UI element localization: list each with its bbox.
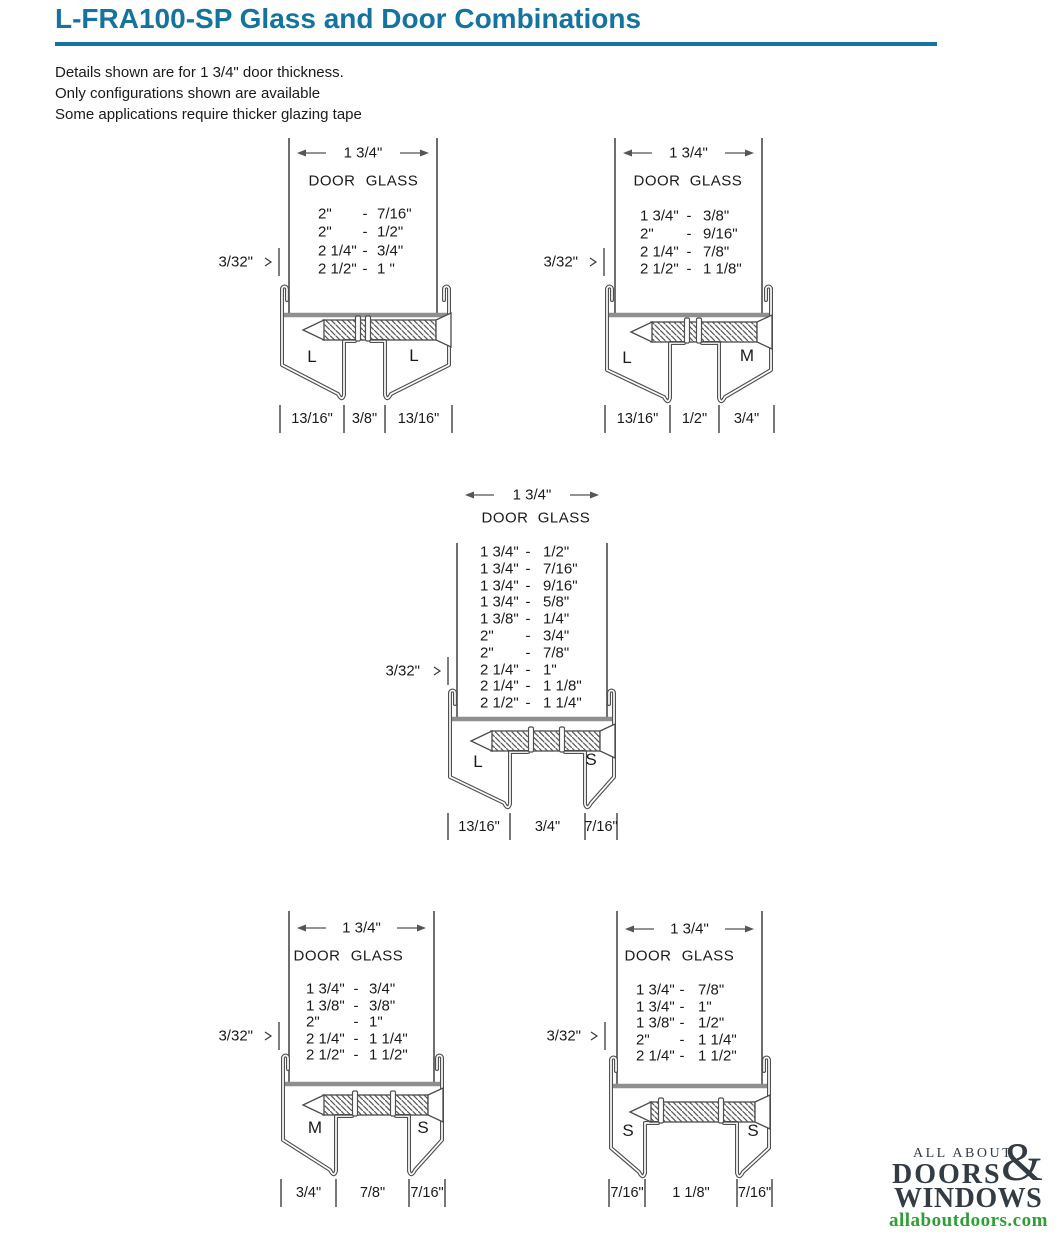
diagram-4-row-1-door: 1 3/4" [306, 980, 345, 998]
diagram-1-row-4-door: 2 1/2" [318, 260, 357, 278]
diagram-2-row-4-door: 2 1/2" [640, 260, 679, 278]
diagram-1-row-3-door: 2 1/4" [318, 242, 357, 260]
diagram-2-bottom-measure-2: 1/2" [681, 411, 708, 427]
diagram-2-bottom-measure-3: 3/4" [733, 411, 760, 427]
diagram-2-gap-pointer-icon [590, 258, 596, 266]
page-title: L-FRA100-SP Glass and Door Combinations [55, 3, 642, 34]
diagram-5-bottom-measure-1: 7/16" [610, 1185, 644, 1201]
intro-line-2: Only configurations shown are available [55, 85, 321, 102]
diagram-3-row-6-separator: - [525, 627, 531, 645]
diagram-2-row-2-door: 2" [640, 225, 654, 243]
diagram-3-gap-pointer-icon [434, 667, 440, 675]
diagram-3-row-7-door: 2" [480, 644, 494, 662]
diagram-2-door-column-header: DOOR [633, 172, 681, 190]
diagram-2-right-leg-letter: M [739, 346, 755, 365]
diagram-2-row-3-door: 2 1/4" [640, 243, 679, 261]
diagram-3-row-4-separator: - [525, 593, 531, 611]
diagram-3-row-1-door: 1 3/4" [480, 543, 519, 561]
diagram-3-door-column-header: DOOR [481, 509, 529, 527]
diagram-4-boss-1 [353, 1091, 358, 1116]
diagram-1-dim-arrow-left [297, 150, 306, 157]
diagram-4-row-3-separator: - [353, 1013, 359, 1031]
diagram-4-bottom-measure-2: 7/8" [359, 1185, 386, 1201]
diagram-1-left-piece-inner [282, 287, 355, 399]
diagram-3-dim-arrow-right [590, 492, 599, 499]
diagram-3-row-9-door: 2 1/4" [480, 677, 519, 695]
diagram-2-door-width-label: 1 3/4" [669, 144, 708, 162]
diagram-3-row-7-separator: - [525, 644, 531, 662]
diagram-1-row-1-door: 2" [318, 205, 332, 223]
diagram-4-dim-arrow-left [297, 925, 306, 932]
diagram-4-row-1-glass: 3/4" [369, 980, 396, 998]
diagram-4-dim-arrow-right [417, 925, 426, 932]
diagram-4-row-3-glass: 1" [369, 1013, 383, 1031]
diagram-2-left-piece [607, 287, 684, 402]
diagram-4-row-5-door: 2 1/2" [306, 1046, 345, 1064]
diagram-5-row-4-separator: - [679, 1031, 685, 1049]
diagram-3-row-9-glass: 1 1/8" [543, 677, 582, 695]
diagram-3-left-leg-letter: L [473, 752, 483, 771]
diagram-5-gap-label: 3/32" [546, 1027, 581, 1045]
diagram-1-bottom-measure-1: 13/16" [291, 411, 333, 427]
diagram-4-bottom-measure-1: 3/4" [295, 1185, 322, 1201]
diagram-3-row-4-door: 1 3/4" [480, 593, 519, 611]
logo-doors: DOORS [892, 1159, 1002, 1190]
diagram-4-boss-2 [391, 1091, 396, 1116]
diagram-3-bottom-measure-3: 7/16" [584, 819, 618, 835]
diagram-2-bottom-measure-1: 13/16" [616, 411, 659, 427]
diagram-3-row-3-glass: 9/16" [543, 577, 578, 595]
diagram-1-door-width-label: 1 3/4" [343, 144, 383, 162]
intro-line-1: Details shown are for 1 3/4" door thickness. [55, 64, 344, 81]
diagram-1-dim-arrow-right [420, 150, 429, 157]
logo-website: allaboutdoors.com [889, 1210, 1048, 1231]
diagram-5-right-leg-letter: S [747, 1121, 759, 1140]
diagram-3-row-6-glass: 3/4" [543, 627, 570, 645]
diagram-3-row-2-glass: 7/16" [543, 560, 578, 578]
diagram-3-row-1-glass: 1/2" [543, 543, 570, 561]
diagram-5-row-3-separator: - [679, 1014, 685, 1032]
diagram-5-row-2-separator: - [679, 998, 685, 1016]
diagram-1-row-1-separator: - [362, 205, 368, 223]
diagram-5-dim-arrow-right [745, 926, 754, 933]
diagram-3-row-8-separator: - [525, 661, 531, 679]
diagram-4-gap-label: 3/32" [218, 1027, 253, 1045]
diagram-1-boss-2 [366, 316, 371, 341]
diagram-1-gap-pointer-icon [265, 258, 271, 266]
diagram-2-row-3-separator: - [686, 243, 692, 261]
diagram-3-row-10-separator: - [525, 694, 531, 712]
diagram-2-gap-label: 3/32" [543, 253, 578, 271]
diagram-4-screw-icon [303, 1088, 443, 1122]
diagram-2-dim-arrow-right [745, 150, 754, 157]
diagram-4-row-1-separator: - [353, 980, 359, 998]
diagram-1-row-1-glass: 7/16" [377, 205, 412, 223]
diagram-2-row-3-glass: 7/8" [703, 243, 730, 261]
diagram-3-row-9-separator: - [525, 677, 531, 695]
diagram-3-boss-1 [529, 727, 534, 752]
diagram-3-row-5-door: 1 3/8" [480, 610, 519, 628]
diagram-3-row-7-glass: 7/8" [543, 644, 570, 662]
diagram-1-boss-1 [356, 316, 361, 341]
diagram-4-row-4-separator: - [353, 1030, 359, 1048]
diagram-2-row-2-separator: - [686, 225, 692, 243]
diagram-1-gap-label: 3/32" [218, 253, 253, 271]
diagram-1-row-3-glass: 3/4" [377, 242, 404, 260]
diagram-2-boss-1 [685, 318, 690, 343]
diagram-5-row-1-door: 1 3/4" [636, 981, 675, 999]
diagram-4-left-leg-letter: M [307, 1118, 323, 1137]
diagram-5-row-5-glass: 1 1/2" [698, 1047, 737, 1065]
diagram-3-glass-column-header: GLASS [537, 509, 591, 527]
diagram-3-row-2-door: 1 3/4" [480, 560, 519, 578]
diagram-4-row-4-glass: 1 1/4" [369, 1030, 408, 1048]
diagram-5-gap-pointer-icon [591, 1032, 597, 1040]
diagram-5-row-1-glass: 7/8" [698, 981, 725, 999]
diagram-2-dim-arrow-left [623, 150, 632, 157]
logo-windows: WINDOWS [894, 1183, 1043, 1214]
diagram-2-row-4-separator: - [686, 260, 692, 278]
diagram-5-row-2-door: 1 3/4" [636, 998, 675, 1016]
diagram-5-door-column-header: DOOR [624, 947, 672, 965]
diagram-3-row-3-door: 1 3/4" [480, 577, 519, 595]
diagram-4-row-5-glass: 1 1/2" [369, 1046, 408, 1064]
diagram-4-gap-pointer-icon [265, 1032, 271, 1040]
diagram-1-row-3-separator: - [362, 242, 368, 260]
diagram-5-glass-column-header: GLASS [681, 947, 735, 965]
diagram-1-row-4-separator: - [362, 260, 368, 278]
diagram-3-row-6-door: 2" [480, 627, 494, 645]
diagram-5-row-3-door: 1 3/8" [636, 1014, 675, 1032]
diagram-3-row-8-door: 2 1/4" [480, 661, 519, 679]
diagram-1-row-2-separator: - [362, 223, 368, 241]
diagram-4-row-4-door: 2 1/4" [306, 1030, 345, 1048]
diagram-1-glass-column-header: GLASS [365, 172, 419, 190]
diagram-5-row-5-door: 2 1/4" [636, 1047, 675, 1065]
diagram-3-row-2-separator: - [525, 560, 531, 578]
diagram-1-door-column-header: DOOR [308, 172, 356, 190]
diagram-1-bottom-measure-3: 13/16" [397, 411, 440, 427]
intro-line-3: Some applications require thicker glazing tape [55, 106, 362, 123]
diagram-3-bottom-measure-2: 3/4" [534, 819, 561, 835]
diagram-4-row-2-glass: 3/8" [369, 997, 396, 1015]
diagram-3-bottom-measure-1: 13/16" [458, 819, 500, 835]
diagram-2-glass-column-header: GLASS [689, 172, 743, 190]
diagram-3-dim-arrow-left [465, 492, 474, 499]
diagram-5-row-4-door: 2" [636, 1031, 650, 1049]
diagram-5-row-3-glass: 1/2" [698, 1014, 725, 1032]
diagram-3-door-width-label: 1 3/4" [512, 486, 552, 504]
diagram-4-row-2-door: 1 3/8" [306, 997, 345, 1015]
diagram-5-row-5-separator: - [679, 1047, 685, 1065]
diagram-2-left-leg-letter: L [622, 348, 632, 367]
diagram-3-row-10-door: 2 1/2" [480, 694, 519, 712]
diagram-4-row-2-separator: - [353, 997, 359, 1015]
diagram-2-row-1-separator: - [686, 207, 692, 225]
diagram-4-door-width-label: 1 3/4" [342, 919, 381, 937]
diagram-5-row-2-glass: 1" [698, 998, 712, 1016]
diagram-2-row-1-glass: 3/8" [703, 207, 730, 225]
diagram-1-bottom-measure-2: 3/8" [351, 411, 378, 427]
diagram-1-art [265, 138, 452, 433]
logo-all-about: ALL ABOUT [913, 1146, 1014, 1161]
diagram-1-row-2-glass: 1/2" [377, 223, 404, 241]
diagram-5-row-4-glass: 1 1/4" [698, 1031, 737, 1049]
diagram-5-dim-arrow-left [625, 926, 634, 933]
diagram-3-row-5-glass: 1/4" [543, 610, 570, 628]
diagram-3-row-4-glass: 5/8" [543, 593, 570, 611]
logo-ampersand-glyph: & [1001, 1132, 1044, 1192]
diagram-4-right-leg-letter: S [417, 1118, 429, 1137]
diagram-3-row-10-glass: 1 1/4" [543, 694, 582, 712]
logo [880, 1132, 1064, 1231]
diagram-2-boss-2 [697, 318, 702, 343]
diagram-2-row-2-glass: 9/16" [703, 225, 738, 243]
diagram-1-row-2-door: 2" [318, 223, 332, 241]
diagram-3-row-8-glass: 1" [543, 661, 557, 679]
diagram-4-door-column-header: DOOR [293, 947, 341, 965]
diagram-3-gap-label: 3/32" [385, 662, 420, 680]
diagram-1-row-4-glass: 1 " [377, 260, 395, 278]
diagram-5-bottom-measure-2: 1 1/8" [672, 1185, 710, 1201]
diagram-4-row-3-door: 2" [306, 1013, 320, 1031]
diagram-4-glass-column-header: GLASS [350, 947, 404, 965]
diagram-5-door-width-label: 1 3/4" [670, 920, 709, 938]
diagram-2-row-4-glass: 1 1/8" [703, 260, 742, 278]
diagram-3-right-leg-letter: S [585, 750, 597, 769]
diagram-3-row-3-separator: - [525, 577, 531, 595]
diagram-5-row-1-separator: - [679, 981, 685, 999]
diagram-5-boss-2 [719, 1098, 724, 1123]
diagram-2-row-1-door: 1 3/4" [640, 207, 679, 225]
diagram-1-right-leg-letter: L [409, 346, 419, 365]
diagram-3-boss-2 [560, 727, 565, 752]
diagram-1-left-leg-letter: L [307, 347, 317, 366]
diagram-3-row-5-separator: - [525, 610, 531, 628]
diagram-4-bottom-measure-3: 7/16" [410, 1185, 444, 1201]
diagram-4-row-5-separator: - [353, 1046, 359, 1064]
diagram-2-art [590, 138, 774, 433]
diagram-5-left-leg-letter: S [622, 1121, 634, 1140]
diagram-3-row-1-separator: - [525, 543, 531, 561]
diagram-5-bottom-measure-3: 7/16" [737, 1185, 772, 1201]
diagram-5-boss-1 [659, 1098, 664, 1123]
